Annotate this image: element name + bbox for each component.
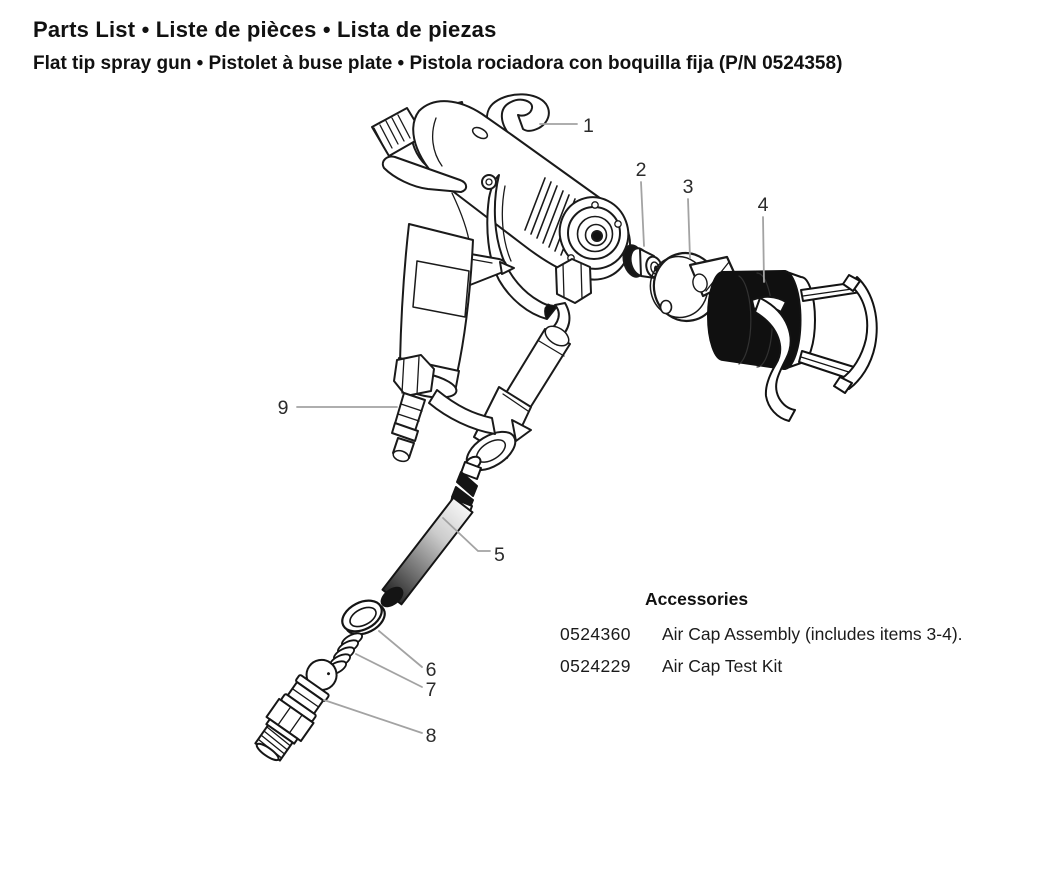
callout-7: 7: [425, 679, 437, 701]
drain-valve-part: [392, 355, 434, 463]
callout-5: 5: [494, 544, 505, 566]
part-filter-tube: [378, 454, 482, 610]
leader-line-3: [688, 199, 690, 258]
callout-2: 2: [635, 159, 647, 181]
accessories-heading: Accessories: [645, 589, 749, 609]
part-description: Air Cap Test Kit: [662, 656, 783, 676]
callout-3: 3: [682, 176, 694, 198]
pivot-screw: [482, 175, 496, 189]
callout-9: 9: [277, 397, 289, 419]
page-subtitle: Flat tip spray gun • Pistolet à buse plate • Pistola rociadora con boquilla fija (P/N 0524358): [33, 53, 843, 74]
callout-4: 4: [757, 194, 769, 216]
part-number: 0524229: [560, 656, 631, 676]
part-inlet-fitting: [248, 651, 347, 768]
spray-gun: [372, 94, 638, 478]
leader-line-6: [379, 631, 422, 667]
part-description: Air Cap Assembly (includes items 3-4).: [662, 624, 963, 644]
leader-line-8: [324, 700, 422, 733]
page-title: Parts List • Liste de pièces • Lista de piezas: [33, 17, 497, 42]
callout-6: 6: [425, 659, 437, 681]
part-number: 0524360: [560, 624, 631, 644]
callout-1: 1: [583, 115, 594, 137]
support-bracket: [429, 390, 495, 434]
part-air-cap-guard: [708, 271, 877, 421]
leader-line-2: [641, 182, 644, 246]
callout-8: 8: [425, 725, 437, 747]
leader-line-4: [763, 217, 764, 282]
